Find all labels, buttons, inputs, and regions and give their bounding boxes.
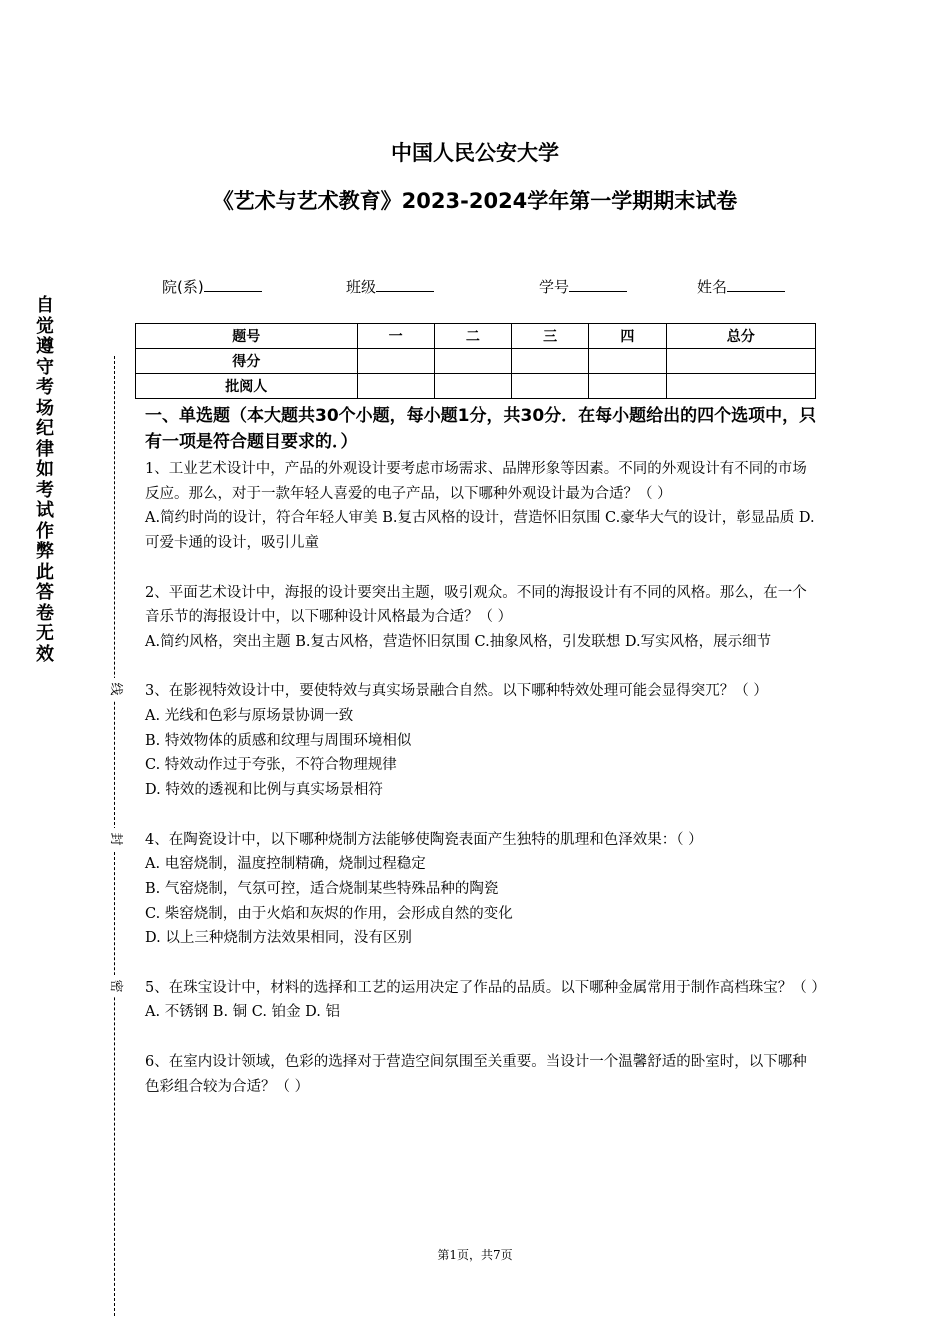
question-stem: 1、工业艺术设计中，产品的外观设计要考虑市场需求、品牌形象等因素。不同的外观设计有不同的市场反应。那么，对于一款年轻人喜爱的电子产品，以下哪种外观设计最为合适？（ ） <box>145 461 807 502</box>
score-table-cell <box>589 374 666 399</box>
info-name-label: 姓名 <box>697 278 728 296</box>
info-student-id-label: 学号 <box>539 278 570 296</box>
info-class <box>346 276 434 297</box>
score-table-cell <box>434 349 511 374</box>
question-item <box>145 976 826 1050</box>
info-name-blank <box>727 276 785 292</box>
question-option: D. 以上三种烧制方法效果相同，没有区别 <box>145 930 412 947</box>
page-footer: 第1页，共7页 <box>437 1248 513 1262</box>
score-table-cell <box>666 349 815 374</box>
question-item <box>145 581 820 680</box>
spacer <box>145 1025 820 1050</box>
score-table-cell <box>434 374 511 399</box>
score-table-cell: 总分 <box>666 324 815 349</box>
binding-mark-seal: 封 <box>104 828 126 850</box>
university-title: 中国人民公安大学 <box>391 141 559 165</box>
info-name <box>697 276 785 297</box>
question-stem: 2、平面艺术设计中，海报的设计要突出主题，吸引观众。不同的海报设计有不同的风格。那么，在一个音乐节的海报设计中，以下哪种设计风格最为合适？（ ） <box>145 584 807 626</box>
question-item <box>145 679 820 827</box>
side-notice: 自觉遵守考场纪律如考试作弊此答卷无效 <box>36 295 54 665</box>
section-heading: 一、单选题（本大题共30个小题，每小题1分，共30分．在每小题给出的四个选项中，只有一项是符合题目要求的．） <box>145 406 817 452</box>
score-table-cell: 得分 <box>136 349 358 374</box>
binding-mark-line: 线 <box>104 678 126 700</box>
spacer <box>145 655 820 680</box>
question-content <box>145 403 826 1099</box>
question-stem: 5、在珠宝设计中，材料的选择和工艺的运用决定了作品的品质。以下哪种金属常用于制作高档珠宝？（ ） <box>145 979 826 996</box>
score-table-cell <box>512 349 589 374</box>
question-option: B. 气窑烧制，气氛可控，适合烧制某些特殊品种的陶瓷 <box>145 880 499 897</box>
spacer <box>145 556 820 581</box>
info-department-blank <box>204 276 262 292</box>
info-department <box>162 276 262 297</box>
question-option: A. 电窑烧制，温度控制精确，烧制过程稳定 <box>145 856 426 873</box>
score-table-cell: 一 <box>357 324 434 349</box>
question-item <box>145 828 820 976</box>
score-table <box>135 323 816 399</box>
score-table-cell: 题号 <box>136 324 358 349</box>
student-info-row <box>0 276 950 300</box>
binding-mark-secret: 密 <box>104 975 126 997</box>
info-department-label: 院(系) <box>162 278 204 296</box>
question-stem: 4、在陶瓷设计中，以下哪种烧制方法能够使陶瓷表面产生独特的肌理和色泽效果：（ ） <box>145 831 703 848</box>
spacer <box>145 803 820 828</box>
score-table-cell <box>666 374 815 399</box>
question-option: A.简约时尚的设计，符合年轻人审美 B.复古风格的设计，营造怀旧氛围 C.豪华大气的设计，彰显品质 D.可爱卡通的设计，吸引儿童 <box>145 510 815 552</box>
info-student-id <box>539 276 627 297</box>
score-table-cell: 二 <box>434 324 511 349</box>
question-option: D. 特效的透视和比例与真实场景相符 <box>145 782 383 799</box>
question-stem: 3、在影视特效设计中，要使特效与真实场景融合自然。以下哪种特效处理可能会显得突兀？（ ） <box>145 683 768 700</box>
score-table-cell: 三 <box>512 324 589 349</box>
question-option: C. 特效动作过于夸张，不符合物理规律 <box>145 757 397 774</box>
question-item <box>145 1050 820 1099</box>
question-option: A. 光线和色彩与原场景协调一致 <box>145 708 354 724</box>
score-table-cell <box>512 374 589 399</box>
score-table-row <box>136 349 816 374</box>
score-table-cell <box>357 349 434 374</box>
info-class-label: 班级 <box>346 278 377 296</box>
spacer <box>145 951 820 976</box>
exam-title: 《艺术与艺术教育》2023-2024学年第一学期期末试卷 <box>212 189 738 213</box>
score-table-cell <box>589 349 666 374</box>
score-table-cell <box>357 374 434 399</box>
question-option: A.简约风格，突出主题 B.复古风格，营造怀旧氛围 C.抽象风格，引发联想 D.写实风格，展示细节 <box>145 633 772 650</box>
score-table-cell: 批阅人 <box>136 374 358 399</box>
info-class-blank <box>376 276 434 292</box>
question-option: A. 不锈钢 B. 铜 C. 铂金 D. 铝 <box>145 1004 341 1021</box>
question-stem: 6、在室内设计领域，色彩的选择对于营造空间氛围至关重要。当设计一个温馨舒适的卧室时，以下哪种色彩组合较为合适？（ ） <box>145 1053 807 1095</box>
score-table-header-row <box>136 324 816 349</box>
score-table-row <box>136 374 816 399</box>
score-table-cell: 四 <box>589 324 666 349</box>
question-option: B. 特效物体的质感和纹理与周围环境相似 <box>145 732 412 749</box>
info-student-id-blank <box>569 276 627 292</box>
question-item <box>145 457 820 581</box>
question-option: C. 柴窑烧制，由于火焰和灰烬的作用，会形成自然的变化 <box>145 905 513 922</box>
